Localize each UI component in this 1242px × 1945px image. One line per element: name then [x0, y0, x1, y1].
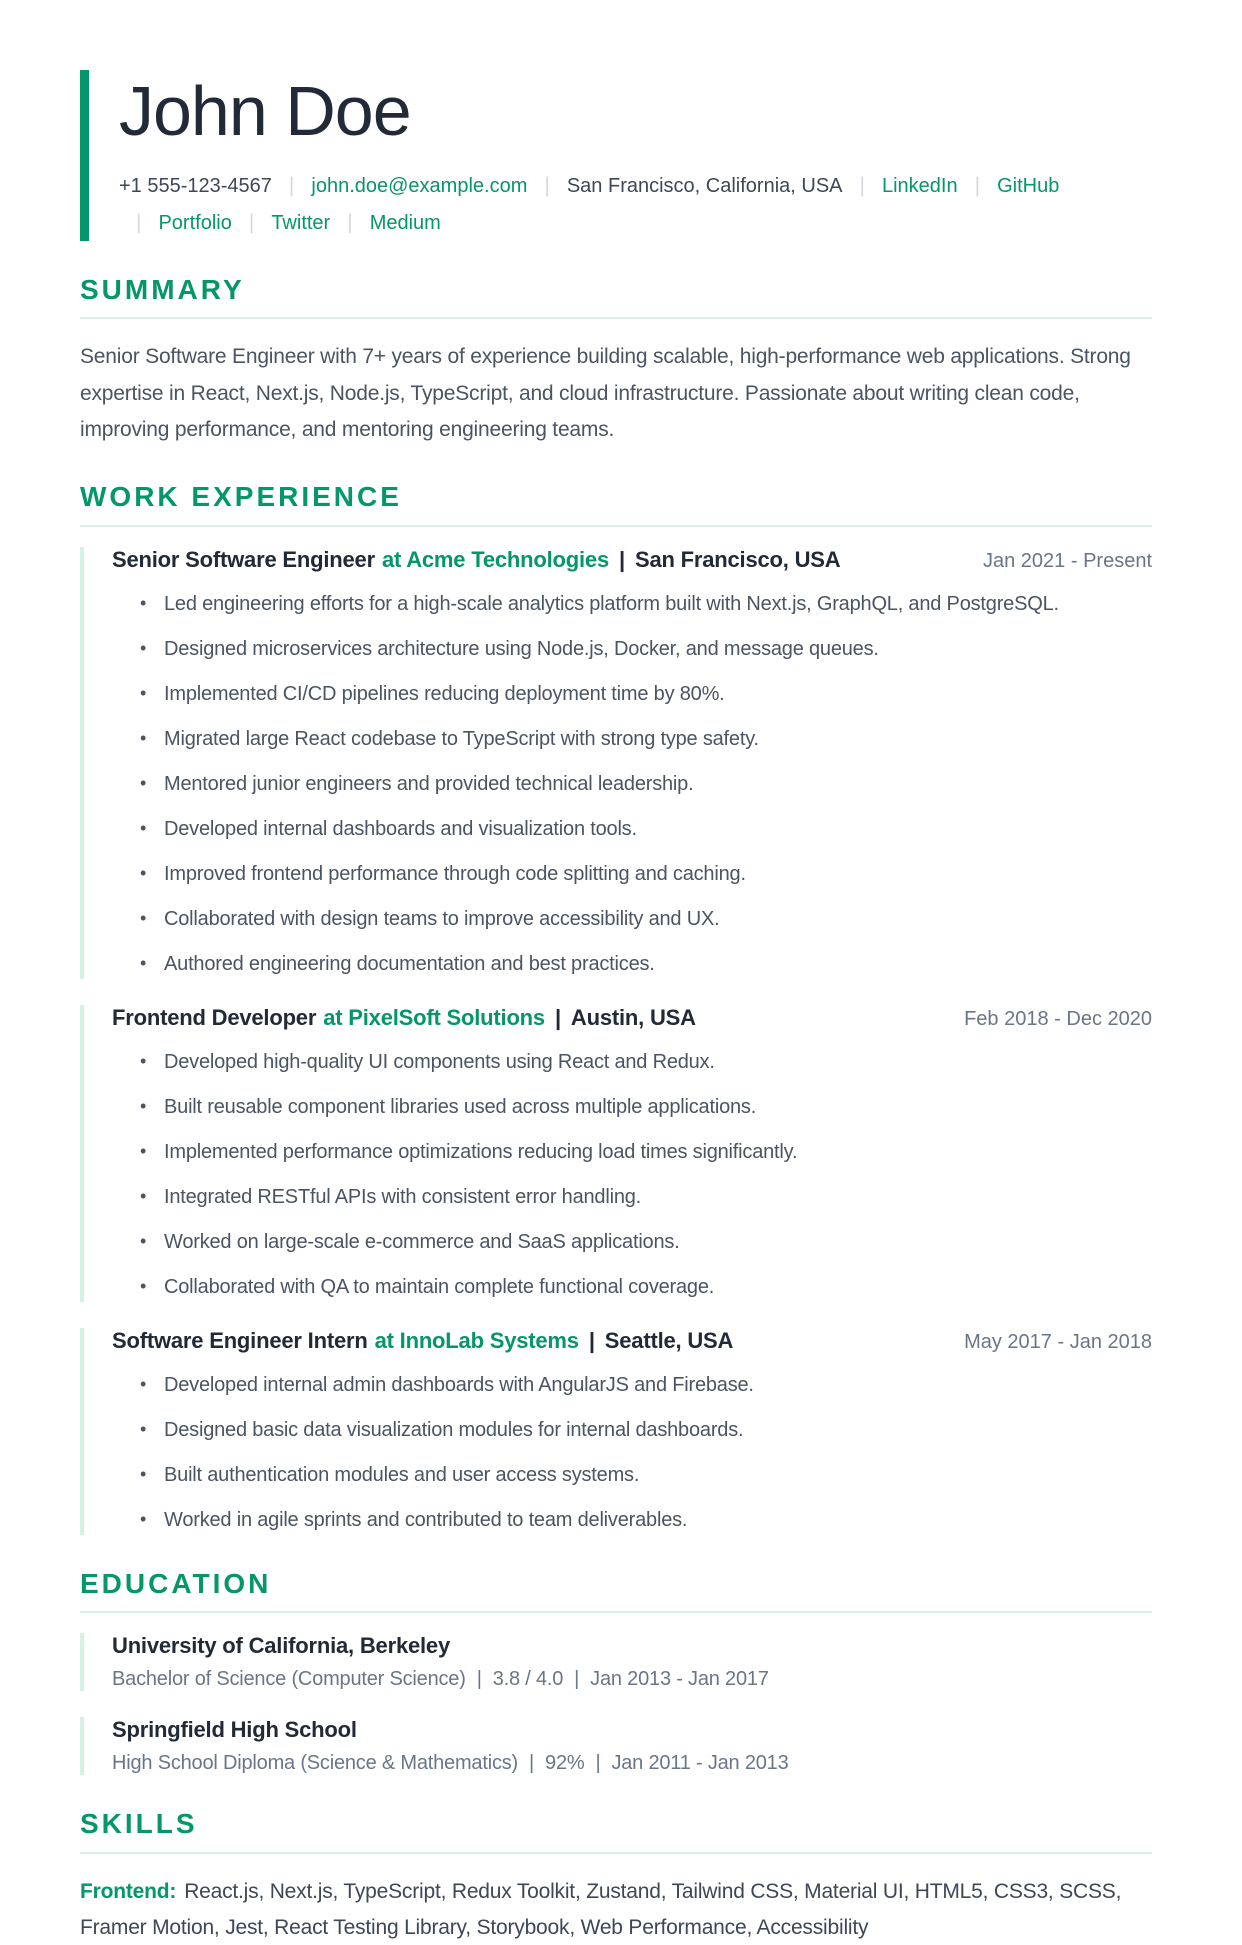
- section-education: [80, 1569, 1152, 1776]
- section-work-experience: [80, 482, 1152, 1535]
- detail-separator-bar: |: [595, 1752, 601, 1775]
- contact-link[interactable]: Medium: [369, 211, 441, 234]
- school-dates: Jan 2013 - Jan 2017: [590, 1668, 769, 1691]
- school-score: 3.8 / 4.0: [492, 1668, 564, 1691]
- school-degree: Bachelor of Science (Computer Science): [112, 1668, 466, 1691]
- bullet-item: • Designed microservices architecture using Node.js, Docker, and message queues.: [140, 634, 1152, 664]
- job-bullets: [112, 1047, 1152, 1302]
- bullet-item: • Collaborated with QA to maintain complete functional coverage.: [140, 1272, 1152, 1302]
- section-divider: [80, 1852, 1152, 1854]
- bullet-item: • Developed internal admin dashboards with AngularJS and Firebase.: [140, 1370, 1152, 1400]
- person-name: John Doe: [119, 72, 411, 150]
- school-detail: [112, 1752, 1152, 1775]
- summary-text: Senior Software Engineer with 7+ years of experience building scalable, high-performance web applications. Strong expertise in React, Next.js, Node.js, TypeScript, and cloud infrastructure. Passionate about writing clean code, improving performance, and mentoring engineering teams.: [80, 345, 1131, 441]
- job-dates: Feb 2018 - Dec 2020: [964, 1007, 1152, 1030]
- detail-separator-bar: |: [476, 1668, 482, 1691]
- separator-bar: |: [974, 174, 981, 197]
- bullet-item: • Mentored junior engineers and provided technical leadership.: [140, 769, 1152, 799]
- section-divider: [80, 525, 1152, 527]
- contact-line: [119, 172, 1152, 199]
- skills-heading: SKILLS: [80, 1808, 198, 1840]
- skills-items: React.js, Next.js, TypeScript, Redux Toolkit, Zustand, Tailwind CSS, Material UI, HTML5, CSS3, SCSS, Framer Motion, Jest, React Testing Library, Storybook, Web Performance, Accessibility: [80, 1880, 1122, 1939]
- summary-heading: SUMMARY: [80, 273, 245, 305]
- education-entry: [80, 1717, 1152, 1775]
- bullet-item: • Led engineering efforts for a high-scale analytics platform built with Next.js, GraphQL, and PostgreSQL.: [140, 589, 1152, 619]
- school-degree: High School Diploma (Science & Mathematics): [112, 1752, 519, 1775]
- contact-link[interactable]: john.doe@example.com: [311, 174, 528, 197]
- title-separator-bar: |: [619, 546, 625, 572]
- job-company: at InnoLab Systems: [374, 1327, 579, 1353]
- job-head: [112, 547, 1152, 573]
- separator-bar: |: [288, 174, 295, 197]
- skills-category-label: Frontend:: [80, 1880, 177, 1904]
- bullet-item: • Worked in agile sprints and contributed to team deliverables.: [140, 1505, 1152, 1535]
- job-title: Senior Software Engineer: [112, 546, 375, 572]
- job-location: Austin, USA: [570, 1004, 696, 1030]
- job-company: at PixelSoft Solutions: [323, 1004, 545, 1030]
- school-dates: Jan 2011 - Jan 2013: [611, 1752, 789, 1775]
- bullet-item: • Developed internal dashboards and visualization tools.: [140, 814, 1152, 844]
- separator-bar: |: [248, 211, 255, 235]
- contact-text: +1 555-123-4567: [119, 174, 272, 197]
- bullet-item: • Collaborated with design teams to improve accessibility and UX.: [140, 904, 1152, 934]
- contact-rows: [119, 172, 1152, 237]
- job-entry: [80, 1005, 1152, 1302]
- section-skills: [80, 1809, 1152, 1945]
- separator-bar: |: [544, 174, 550, 197]
- bullet-item: • Worked on large-scale e-commerce and SaaS applications.: [140, 1227, 1152, 1257]
- section-summary: [80, 275, 1152, 448]
- contact-link[interactable]: Twitter: [271, 211, 331, 234]
- work-experience-heading: WORK EXPERIENCE: [80, 480, 402, 512]
- title-separator-bar: |: [554, 1004, 561, 1030]
- job-title-line: [112, 1005, 696, 1031]
- job-title-line: [112, 547, 840, 573]
- bullet-item: • Built authentication modules and user access systems.: [140, 1460, 1152, 1490]
- job-bullets: [112, 589, 1152, 979]
- school-name: Springfield High School: [112, 1717, 357, 1743]
- separator-bar: |: [347, 211, 353, 235]
- section-divider: [80, 317, 1152, 319]
- contact-link[interactable]: LinkedIn: [881, 174, 958, 197]
- job-location: Seattle, USA: [604, 1327, 734, 1353]
- job-title-line: [112, 1328, 733, 1354]
- contact-text: San Francisco, California, USA: [566, 174, 843, 197]
- job-bullets: [112, 1370, 1152, 1535]
- bullet-item: • Integrated RESTful APIs with consistent error handling.: [140, 1182, 1152, 1212]
- school-score: 92%: [545, 1752, 585, 1775]
- separator-bar: |: [136, 211, 142, 235]
- bullet-item: • Migrated large React codebase to TypeScript with strong type safety.: [140, 724, 1152, 754]
- job-location: San Francisco, USA: [634, 546, 841, 572]
- resume-header: [80, 70, 1152, 241]
- bullet-item: • Designed basic data visualization modules for internal dashboards.: [140, 1415, 1152, 1445]
- education-entry: [80, 1633, 1152, 1691]
- jobs-list: [80, 547, 1152, 1535]
- job-entry: [80, 1328, 1152, 1535]
- job-title: Frontend Developer: [112, 1004, 317, 1030]
- job-title: Software Engineer Intern: [112, 1327, 368, 1353]
- section-divider: [80, 1611, 1152, 1613]
- education-heading: EDUCATION: [80, 1567, 272, 1599]
- contact-line: [119, 209, 1152, 236]
- job-dates: Jan 2021 - Present: [983, 549, 1152, 572]
- job-entry: [80, 547, 1152, 979]
- contact-link[interactable]: Portfolio: [158, 211, 232, 234]
- detail-separator-bar: |: [529, 1752, 535, 1775]
- school-name: University of California, Berkeley: [112, 1633, 450, 1659]
- schools-list: [80, 1633, 1152, 1775]
- bullet-item: • Implemented CI/CD pipelines reducing deployment time by 80%.: [140, 679, 1152, 709]
- title-separator-bar: |: [588, 1327, 595, 1353]
- job-dates: May 2017 - Jan 2018: [964, 1330, 1152, 1353]
- skills-text: [80, 1874, 1152, 1945]
- separator-bar: |: [859, 174, 865, 197]
- job-head: [112, 1005, 1152, 1031]
- detail-separator-bar: |: [574, 1668, 580, 1691]
- bullet-item: • Improved frontend performance through code splitting and caching.: [140, 859, 1152, 889]
- job-company: at Acme Technologies: [381, 546, 609, 572]
- bullet-item: • Implemented performance optimizations reducing load times significantly.: [140, 1137, 1152, 1167]
- contact-link[interactable]: GitHub: [997, 174, 1060, 197]
- job-head: [112, 1328, 1152, 1354]
- school-detail: [112, 1668, 1152, 1691]
- bullet-item: • Authored engineering documentation and best practices.: [140, 949, 1152, 979]
- bullet-item: • Developed high-quality UI components using React and Redux.: [140, 1047, 1152, 1077]
- bullet-item: • Built reusable component libraries used across multiple applications.: [140, 1092, 1152, 1122]
